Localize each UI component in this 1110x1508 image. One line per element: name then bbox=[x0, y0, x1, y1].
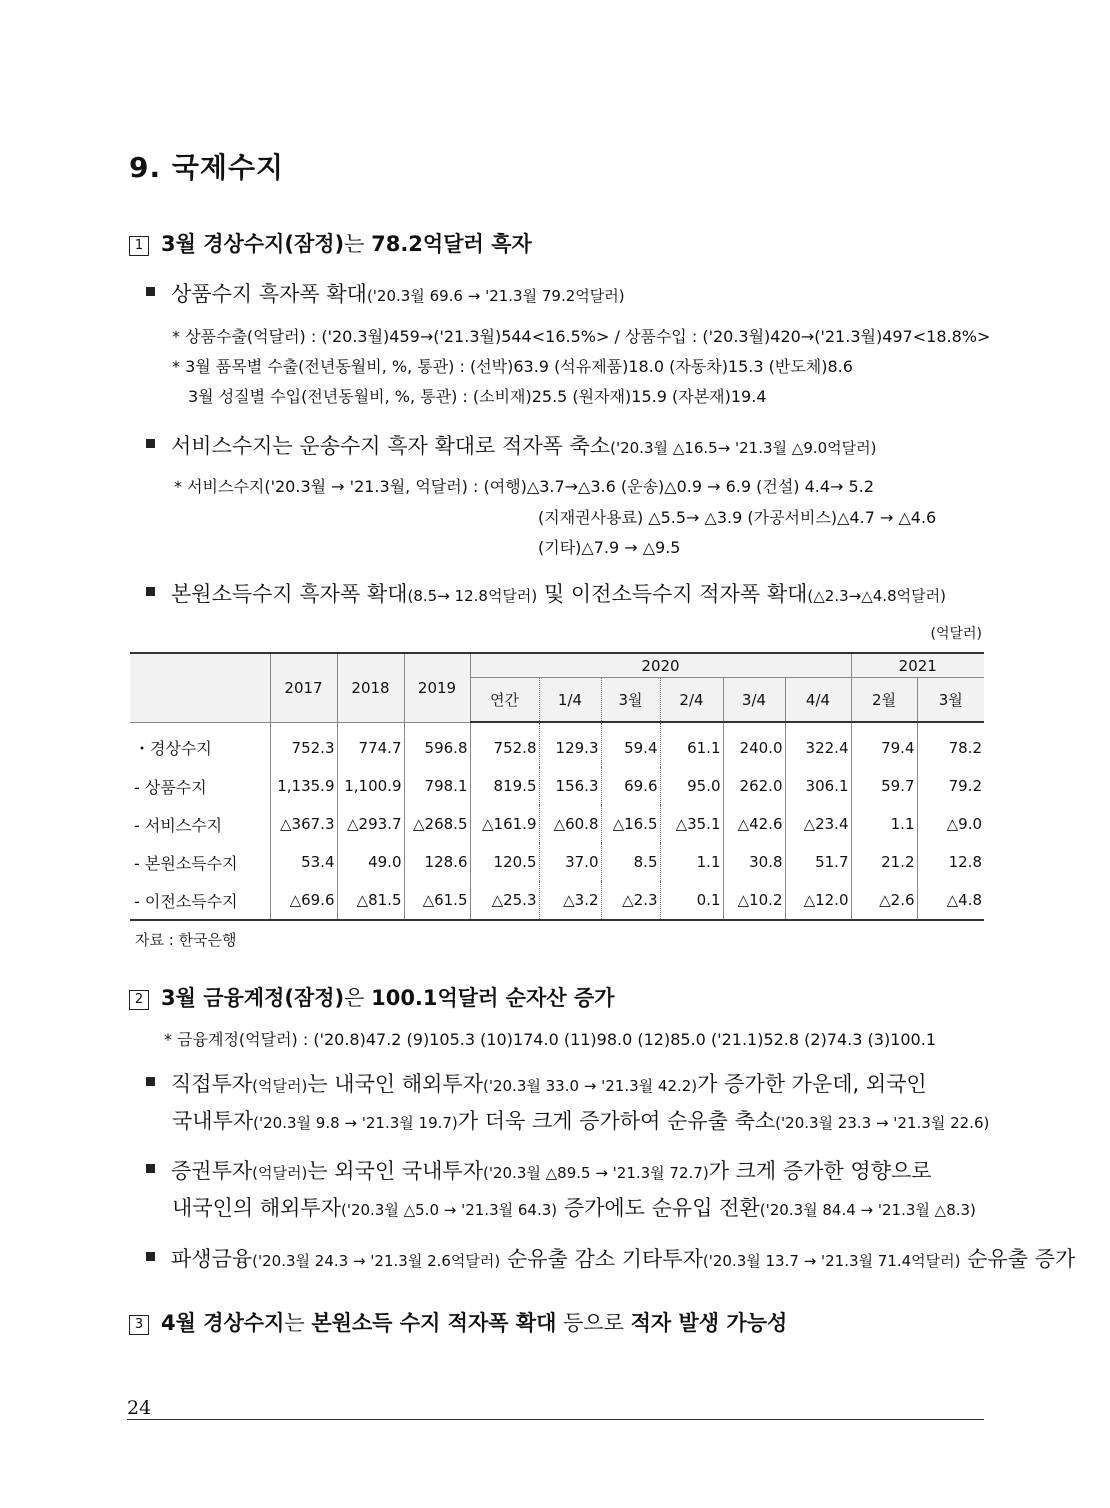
table-cell: △10.2 bbox=[723, 881, 785, 920]
section-title: 9. 국제수지 bbox=[129, 151, 285, 184]
col-header: 3월 bbox=[601, 678, 660, 723]
table-cell: 1.1 bbox=[851, 805, 917, 843]
row-label: - 본원소득수지 bbox=[130, 843, 270, 881]
table-cell: 1,135.9 bbox=[270, 767, 337, 805]
numbered-box: 3 bbox=[129, 1315, 149, 1335]
col-header: 연간 bbox=[470, 678, 539, 723]
table-cell: 78.2 bbox=[948, 739, 982, 757]
table-cell: 798.1 bbox=[404, 767, 470, 805]
table-row bbox=[130, 805, 984, 843]
note-services-detail-3: (기타)△7.9 → △9.5 bbox=[538, 538, 681, 557]
table-cell: 49.0 bbox=[337, 843, 404, 881]
col-header: 2017 bbox=[270, 653, 337, 722]
table-cell: △9.0 bbox=[946, 815, 982, 833]
table-cell: 51.7 bbox=[785, 843, 851, 881]
note-services-detail-2: (지재권사용료) △5.5→ △3.9 (가공서비스)△4.7 → △4.6 bbox=[538, 508, 937, 527]
table-cell: 752.8 bbox=[470, 722, 539, 767]
table-cell: △61.5 bbox=[404, 881, 470, 920]
table-cell: △3.2 bbox=[539, 881, 601, 920]
bullet-goods-balance: 상품수지 흑자폭 확대('20.3월 69.6 → '21.3월 79.2억달러) bbox=[146, 278, 625, 308]
col-header: 4/4 bbox=[785, 678, 851, 723]
table-cell: 596.8 bbox=[404, 722, 470, 767]
col-header: 3월 bbox=[917, 678, 984, 723]
table-cell: 61.1 bbox=[660, 722, 723, 767]
table-cell: 12.8 bbox=[948, 853, 982, 871]
table-row bbox=[130, 881, 984, 920]
bullet-portfolio-investment-cont: 내국인의 해외투자('20.3월 △5.0 → '21.3월 64.3) 증가에도 순유입 전환('20.3월 84.4 → '21.3월 △8.3) bbox=[172, 1196, 976, 1220]
square-bullet-icon bbox=[146, 439, 155, 448]
row-label: - 상품수지 bbox=[130, 767, 270, 805]
bullet-services-balance: 서비스수지는 운송수지 흑자 확대로 적자폭 축소('20.3월 △16.5→ '21.3월 △9.0억달러) bbox=[146, 430, 877, 460]
table-row bbox=[130, 767, 984, 805]
row-label: - 서비스수지 bbox=[130, 805, 270, 843]
table-cell: △2.3 bbox=[601, 881, 660, 920]
table-cell: △2.6 bbox=[851, 881, 917, 920]
bullet-derivatives: 파생금융('20.3월 24.3 → '21.3월 2.6억달러) 순유출 감소 기타투자('20.3월 13.7 → '21.3월 71.4억달러) 순유출 증가 bbox=[146, 1243, 1075, 1273]
table-cell: 0.1 bbox=[660, 881, 723, 920]
current-account-table bbox=[130, 652, 984, 921]
table-cell: 37.0 bbox=[539, 843, 601, 881]
square-bullet-icon bbox=[146, 1164, 155, 1173]
bullet-income-balance: 본원소득수지 흑자폭 확대(8.5→ 12.8억달러) 및 이전소득수지 적자폭 확대(△2.3→△4.8억달러) bbox=[146, 578, 946, 608]
bullet-direct-investment-cont: 국내투자('20.3월 9.8 → '21.3월 19.7)가 더욱 크게 증가하여 순유출 축소('20.3월 23.3 → '21.3월 22.6) bbox=[172, 1109, 990, 1133]
note-exports-by-item: * 3월 품목별 수출(전년동월비, %, 통관) : (선박)63.9 (석유제품)18.0 (자동차)15.3 (반도체)8.6 bbox=[172, 357, 853, 376]
year-header-2020: 2020 bbox=[470, 653, 851, 678]
table-cell: 120.5 bbox=[470, 843, 539, 881]
table-cell: 1,100.9 bbox=[337, 767, 404, 805]
table-corner-cell bbox=[130, 653, 270, 722]
table-unit: (억달러) bbox=[930, 626, 982, 642]
table-cell: 240.0 bbox=[723, 722, 785, 767]
table-cell: △60.8 bbox=[539, 805, 601, 843]
table-cell: △25.3 bbox=[470, 881, 539, 920]
numbered-box: 2 bbox=[129, 990, 149, 1010]
table-cell: △161.9 bbox=[470, 805, 539, 843]
table-cell: 774.7 bbox=[337, 722, 404, 767]
table-cell: 53.4 bbox=[270, 843, 337, 881]
table-cell: △35.1 bbox=[660, 805, 723, 843]
table-cell: △23.4 bbox=[785, 805, 851, 843]
footer-divider bbox=[127, 1419, 984, 1420]
col-header: 2018 bbox=[337, 653, 404, 722]
table-cell: 322.4 bbox=[785, 722, 851, 767]
table-row bbox=[130, 843, 984, 881]
year-header-2021: 2021 bbox=[851, 653, 984, 678]
bullet-direct-investment: 직접투자(억달러)는 내국인 해외투자('20.3월 33.0 → '21.3월 42.2)가 증가한 가운데, 외국인 bbox=[146, 1068, 927, 1098]
col-header: 2/4 bbox=[660, 678, 723, 723]
heading-april-outlook: 3 4월 경상수지는 본원소득 수지 적자폭 확대 등으로 적자 발생 가능성 bbox=[129, 1307, 787, 1337]
table-cell: 1.1 bbox=[660, 843, 723, 881]
table-cell: 79.4 bbox=[851, 722, 917, 767]
table-cell: 819.5 bbox=[470, 767, 539, 805]
col-header: 2019 bbox=[404, 653, 470, 722]
table-cell: 8.5 bbox=[601, 843, 660, 881]
note-imports-by-type: 3월 성질별 수입(전년동월비, %, 통관) : (소비재)25.5 (원자재)15.9 (자본재)19.4 bbox=[188, 387, 767, 406]
bullet-portfolio-investment: 증권투자(억달러)는 외국인 국내투자('20.3월 △89.5 → '21.3월 72.7)가 크게 증가한 영향으로 bbox=[146, 1155, 932, 1185]
col-header: 1/4 bbox=[539, 678, 601, 723]
col-header: 2월 bbox=[851, 678, 917, 723]
table-cell: △293.7 bbox=[337, 805, 404, 843]
page-number: 24 bbox=[127, 1397, 152, 1419]
note-goods-trade: * 상품수출(억달러) : ('20.3월)459→('21.3월)544<16.5%> / 상품수입 : ('20.3월)420→('21.3월)497<18.8%> bbox=[172, 327, 991, 346]
heading-current-account: 1 3월 경상수지(잠정)는 78.2억달러 흑자 bbox=[129, 228, 532, 258]
table-cell: 752.3 bbox=[270, 722, 337, 767]
table-source: 자료 : 한국은행 bbox=[135, 931, 237, 949]
table-cell: 156.3 bbox=[539, 767, 601, 805]
table-row bbox=[130, 722, 984, 767]
table-cell: 59.4 bbox=[601, 722, 660, 767]
row-label: - 이전소득수지 bbox=[130, 881, 270, 920]
table-cell: △69.6 bbox=[270, 881, 337, 920]
table-cell: 21.2 bbox=[851, 843, 917, 881]
table-cell: 306.1 bbox=[785, 767, 851, 805]
col-header: 3/4 bbox=[723, 678, 785, 723]
table-cell: 69.6 bbox=[601, 767, 660, 805]
note-financial-account: * 금융계정(억달러) : ('20.8)47.2 (9)105.3 (10)174.0 (11)98.0 (12)85.0 ('21.1)52.8 (2)74.3 (3)100.1 bbox=[164, 1030, 937, 1049]
table-cell: 129.3 bbox=[539, 722, 601, 767]
square-bullet-icon bbox=[146, 287, 155, 296]
numbered-box: 1 bbox=[129, 236, 149, 256]
square-bullet-icon bbox=[146, 1077, 155, 1086]
row-label: ・경상수지 bbox=[130, 722, 270, 767]
table-cell: 30.8 bbox=[723, 843, 785, 881]
table-cell: △268.5 bbox=[404, 805, 470, 843]
table-cell: △16.5 bbox=[601, 805, 660, 843]
square-bullet-icon bbox=[146, 1252, 155, 1261]
table-cell: △42.6 bbox=[723, 805, 785, 843]
heading-financial-account: 2 3월 금융계정(잠정)은 100.1억달러 순자산 증가 bbox=[129, 982, 614, 1012]
table-cell: 59.7 bbox=[851, 767, 917, 805]
square-bullet-icon bbox=[146, 587, 155, 596]
table-cell: 262.0 bbox=[723, 767, 785, 805]
table-cell: 79.2 bbox=[948, 777, 982, 795]
table-cell: 128.6 bbox=[404, 843, 470, 881]
table-cell: △367.3 bbox=[270, 805, 337, 843]
table-cell: △4.8 bbox=[917, 881, 984, 920]
table-cell: △81.5 bbox=[337, 881, 404, 920]
table-cell: △12.0 bbox=[785, 881, 851, 920]
table-cell: 95.0 bbox=[660, 767, 723, 805]
note-services-detail: * 서비스수지('20.3월 → '21.3월, 억달러) : (여행)△3.7→△3.6 (운송)△0.9 → 6.9 (건설) 4.4→ 5.2 bbox=[174, 477, 874, 496]
